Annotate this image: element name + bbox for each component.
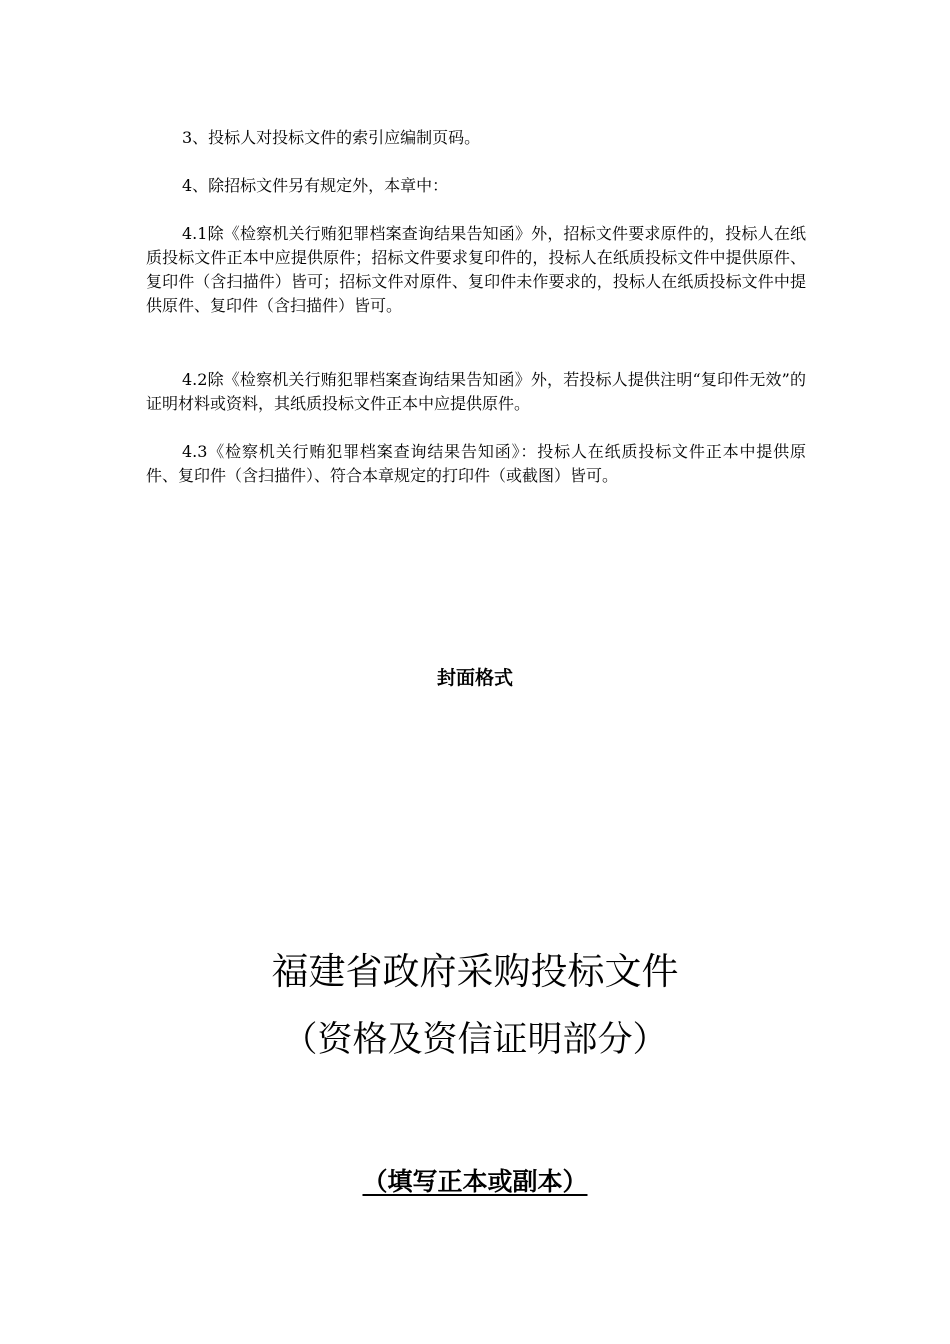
- cover-main-title: 福建省政府采购投标文件: [271, 950, 679, 993]
- paragraph-item-4-3: 4.3《检察机关行贿犯罪档案查询结果告知函》：投标人在纸质投标文件正本中提供原件、复印件（含扫描件）、符合本章规定的打印件（或截图）皆可。: [146, 442, 806, 485]
- cover-sub-title: （资格及资信证明部分）: [282, 1020, 668, 1060]
- fill-instruction: [0, 1164, 950, 1200]
- paragraph-item-4-2: 4.2除《检察机关行贿犯罪档案查询结果告知函》外，若投标人提供注明“复印件无效”的证明材料或资料，其纸质投标文件正本中应提供原件。: [146, 370, 806, 413]
- paragraph-item-4-1: 4.1除《检察机关行贿犯罪档案查询结果告知函》外，招标文件要求原件的，投标人在纸质投标文件正本中应提供原件；招标文件要求复印件的，投标人在纸质投标文件中提供原件、复印件（含扫描件）皆可；招标文件对原件、复印件未作要求的，投标人在纸质投标文件中提供原件、复印件（含扫描件）皆可。: [146, 224, 806, 315]
- cover-format-heading: 封面格式: [436, 667, 513, 689]
- paragraph-item-3: 3、投标人对投标文件的索引应编制页码。: [182, 128, 481, 147]
- paragraph-item-4: 4、除招标文件另有规定外，本章中：: [182, 176, 449, 195]
- fill-instruction-text: （填写正本或副本）: [362, 1167, 588, 1196]
